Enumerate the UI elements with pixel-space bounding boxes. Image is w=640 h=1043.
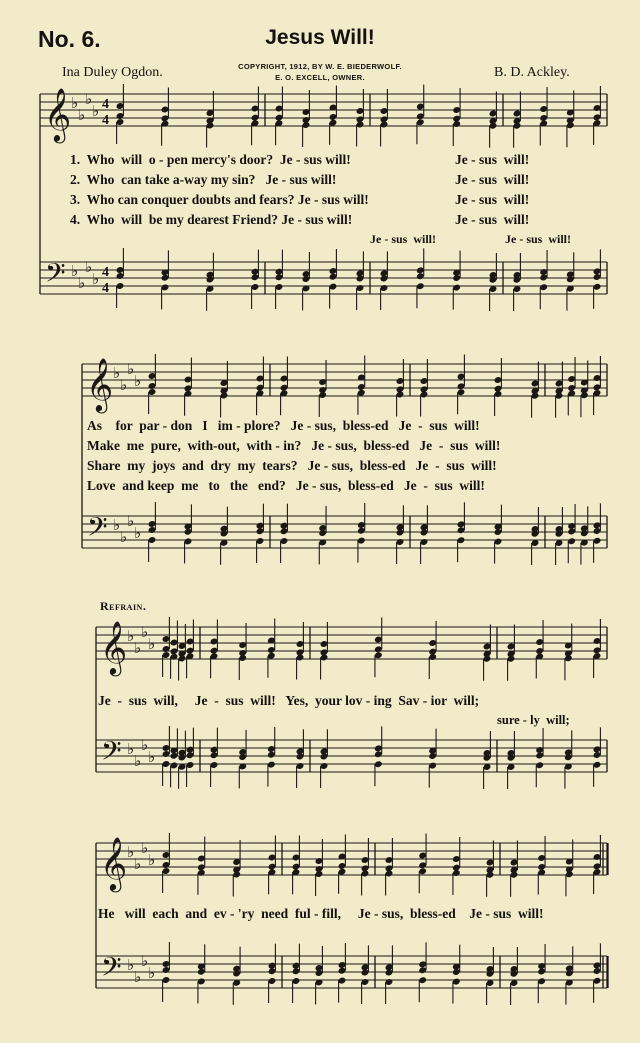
key-flat: ♭ bbox=[148, 964, 156, 982]
treble-clef: 𝄞 bbox=[44, 87, 72, 141]
time-signature: 4 bbox=[102, 265, 109, 280]
key-flat: ♭ bbox=[92, 102, 100, 120]
verse-3-line-1: 3. Who can conquer doubts and fears? Je - sus will! bbox=[70, 192, 369, 207]
key-flat: ♭ bbox=[127, 843, 135, 861]
key-flat: ♭ bbox=[134, 639, 142, 657]
echo-verse-2: Je - sus will! bbox=[455, 172, 530, 187]
bass-echo-2: Je - sus will! bbox=[505, 232, 571, 246]
copyright-line-1: COPYRIGHT, 1912, BY W. E. BIEDERWOLF. bbox=[238, 62, 402, 71]
key-flat: ♭ bbox=[127, 956, 135, 974]
bass-staff bbox=[82, 516, 607, 548]
treble-clef: 𝄞 bbox=[86, 357, 114, 411]
key-flat: ♭ bbox=[148, 748, 156, 766]
key-flat: ♭ bbox=[71, 94, 79, 112]
verse-1-line-1: 1. Who will o - pen mercy's door? Je - sus will! bbox=[70, 152, 351, 167]
bass-staff bbox=[40, 262, 607, 294]
key-flat: ♭ bbox=[141, 839, 149, 857]
key-flat: ♭ bbox=[120, 528, 128, 546]
refrain-lyrics-2: He will each and ev - 'ry need ful - fill, Je - sus, bless-ed Je - sus will! bbox=[98, 906, 544, 921]
key-flat: ♭ bbox=[127, 740, 135, 758]
time-signature: 4 bbox=[102, 281, 109, 296]
key-flat: ♭ bbox=[141, 736, 149, 754]
echo-verse-4: Je - sus will! bbox=[455, 212, 530, 227]
key-flat: ♭ bbox=[78, 274, 86, 292]
bass-echo-1: Je - sus will! bbox=[370, 232, 436, 246]
key-flat: ♭ bbox=[113, 364, 121, 382]
bass-clef: 𝄢 bbox=[101, 735, 122, 773]
treble-staff bbox=[82, 364, 607, 396]
hymn-number: No. 6. bbox=[38, 26, 101, 52]
key-flat: ♭ bbox=[141, 952, 149, 970]
key-flat: ♭ bbox=[134, 372, 142, 390]
echo-verse-1: Je - sus will! bbox=[455, 152, 530, 167]
key-flat: ♭ bbox=[71, 262, 79, 280]
key-flat: ♭ bbox=[134, 855, 142, 873]
key-flat: ♭ bbox=[148, 851, 156, 869]
bass-clef: 𝄢 bbox=[101, 951, 122, 989]
treble-staff bbox=[40, 94, 607, 126]
key-flat: ♭ bbox=[85, 258, 93, 276]
key-flat: ♭ bbox=[134, 524, 142, 542]
key-flat: ♭ bbox=[141, 623, 149, 641]
key-flat: ♭ bbox=[127, 627, 135, 645]
verse-1-line-2: As for par - don I im - plore? Je - sus, bless-ed Je - sus will! bbox=[87, 418, 480, 433]
bass-clef: 𝄢 bbox=[45, 257, 66, 295]
key-flat: ♭ bbox=[127, 360, 135, 378]
lyricist-credit: Ina Duley Ogdon. bbox=[62, 65, 163, 80]
verse-3-line-2: Share my joys and dry my tears? Je - sus, bless-ed Je - sus will! bbox=[87, 458, 497, 473]
verse-2-line-2: Make me pure, with-out, with - in? Je - sus, bless-ed Je - sus will! bbox=[87, 438, 501, 453]
key-flat: ♭ bbox=[120, 376, 128, 394]
hymn-title: Jesus Will! bbox=[265, 26, 375, 49]
echo-verse-3: Je - sus will! bbox=[455, 192, 530, 207]
verse-2-line-1: 2. Who can take a-way my sin? Je - sus will! bbox=[70, 172, 337, 187]
key-flat: ♭ bbox=[134, 968, 142, 986]
key-flat: ♭ bbox=[85, 90, 93, 108]
key-flat: ♭ bbox=[92, 270, 100, 288]
composer-credit: B. D. Ackley. bbox=[494, 65, 570, 80]
treble-clef: 𝄞 bbox=[100, 836, 128, 890]
bass-staff bbox=[96, 956, 607, 988]
bass-clef: 𝄢 bbox=[87, 511, 108, 549]
key-flat: ♭ bbox=[127, 512, 135, 530]
key-flat: ♭ bbox=[148, 635, 156, 653]
refrain-alto-lyrics: sure - ly will; bbox=[497, 713, 570, 727]
key-flat: ♭ bbox=[78, 106, 86, 124]
verse-4-line-1: 4. Who will be my dearest Friend? Je - sus will! bbox=[70, 212, 353, 227]
refrain-label: Refrain. bbox=[100, 599, 147, 613]
time-signature: 4 bbox=[102, 97, 109, 112]
treble-staff bbox=[96, 843, 607, 875]
key-flat: ♭ bbox=[113, 516, 121, 534]
refrain-lyrics-1: Je - sus will, Je - sus will! Yes, your lov - ing Sav - ior will; bbox=[98, 693, 480, 708]
treble-clef: 𝄞 bbox=[100, 620, 128, 674]
time-signature: 4 bbox=[102, 113, 109, 128]
copyright-line-2: E. O. EXCELL, OWNER. bbox=[275, 73, 365, 82]
verse-4-line-2: Love and keep me to the end? Je - sus, bless-ed Je - sus will! bbox=[87, 478, 485, 493]
key-flat: ♭ bbox=[134, 752, 142, 770]
